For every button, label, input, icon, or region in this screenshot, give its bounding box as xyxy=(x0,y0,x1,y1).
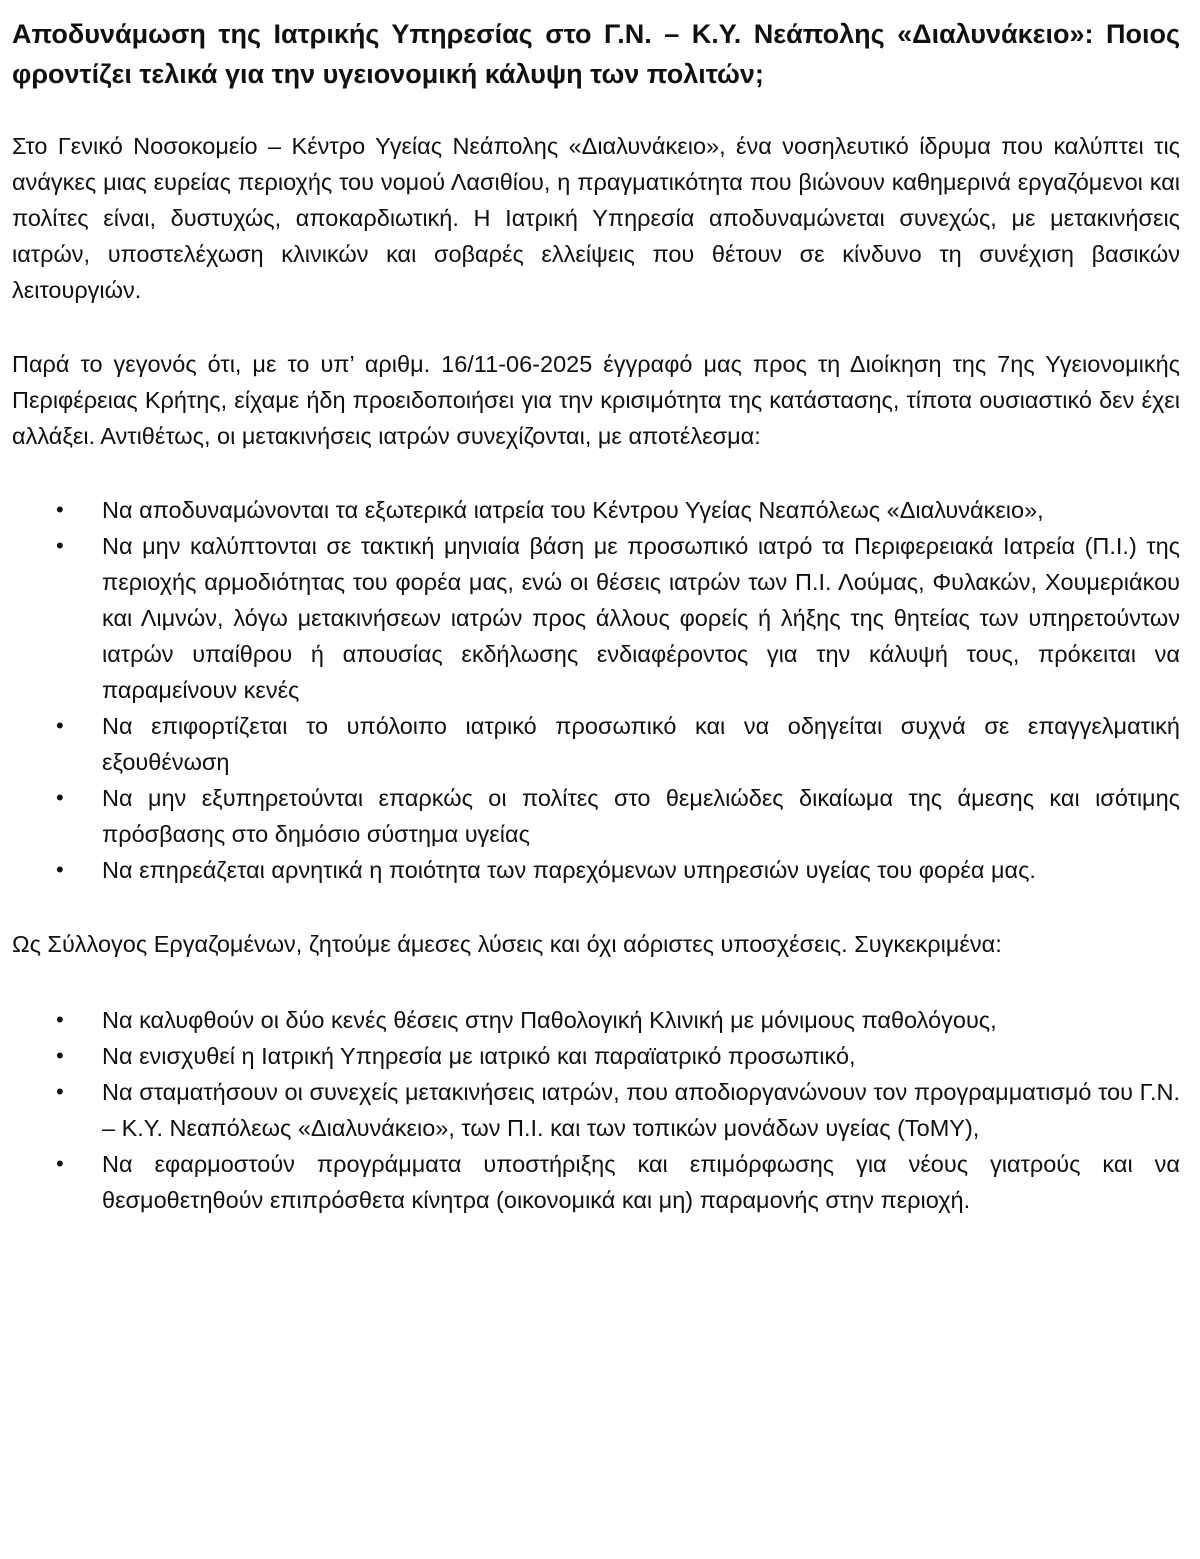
list-item-text: Να ενισχυθεί η Ιατρική Υπηρεσία με ιατρικό και παραϊατρικό προσωπικό, xyxy=(102,1043,856,1069)
bullet-icon: • xyxy=(56,1043,64,1068)
bullet-icon: • xyxy=(56,533,64,558)
list-item xyxy=(12,528,1180,708)
list-item xyxy=(12,852,1180,888)
bullet-icon: • xyxy=(56,497,64,522)
list-item xyxy=(12,708,1180,780)
intro-paragraph: Στο Γενικό Νοσοκομείο – Κέντρο Υγείας Νεάπολης «Διαλυνάκειο», ένα νοσηλευτικό ίδρυμα που καλύπτει τις ανάγκες μιας ευρείας περιοχής του νομού Λασιθίου, η πραγματικότητα που βιώνουν καθημερινά εργαζόμενοι και πολίτες είναι, δυστυχώς, αποκαρδιωτική. Η Ιατρική Υπηρεσία αποδυναμώνεται συνεχώς, με μετακινήσεις ιατρών, υποστελέχωση κλινικών και σοβαρές ελλείψεις που θέτουν σε κίνδυνο τη συνέχιση βασικών λειτουργιών. xyxy=(12,133,1180,303)
bullet-icon: • xyxy=(56,785,64,810)
warning-paragraph: Παρά το γεγονός ότι, με το υπ’ αριθμ. 16/11-06-2025 έγγραφό μας προς τη Διοίκηση της 7ης Υγειονομικής Περιφέρειας Κρήτης, είχαμε ήδη προειδοποιήσει για την κρισιμότητα της κατάστασης, τίποτα ουσιαστικό δεν έχει αλλάξει. Αντιθέτως, οι μετακινήσεις ιατρών συνεχίζονται, με αποτέλεσμα: xyxy=(12,351,1180,449)
consequences-list xyxy=(12,492,1180,888)
list-item-text: Να επιφορτίζεται το υπόλοιπο ιατρικό προσωπικό και να οδηγείται συχνά σε επαγγελματική εξουθένωση xyxy=(102,713,1180,775)
list-item xyxy=(12,1002,1180,1038)
list-item-text: Να σταματήσουν οι συνεχείς μετακινήσεις ιατρών, που αποδιοργανώνουν τον προγραμματισμό του Γ.Ν. – Κ.Υ. Νεαπόλεως «Διαλυνάκειο», των Π.Ι. και των τοπικών μονάδων υγείας (ΤοΜΥ), xyxy=(102,1079,1180,1141)
list-item xyxy=(12,1038,1180,1074)
list-item-text: Να εφαρμοστούν προγράμματα υποστήριξης και επιμόρφωσης για νέους γιατρούς και να θεσμοθετηθούν επιπρόσθετα κίνητρα (οικονομικά και μη) παραμονής στην περιοχή. xyxy=(102,1151,1180,1213)
document-title: Αποδυνάμωση της Ιατρικής Υπηρεσίας στο Γ.Ν. – Κ.Υ. Νεάπολης «Διαλυνάκειο»: Ποιος φροντίζει τελικά για την υγειονομική κάλυψη των πολιτών; xyxy=(12,19,1180,89)
list-item xyxy=(12,1074,1180,1146)
bullet-icon: • xyxy=(56,857,64,882)
bullet-icon: • xyxy=(56,1007,64,1032)
bullet-icon: • xyxy=(56,1151,64,1176)
demands-intro-paragraph: Ως Σύλλογος Εργαζομένων, ζητούμε άμεσες λύσεις και όχι αόριστες υποσχέσεις. Συγκεκριμένα: xyxy=(12,931,1002,957)
list-item-text: Να αποδυναμώνονται τα εξωτερικά ιατρεία του Κέντρου Υγείας Νεαπόλεως «Διαλυνάκειο», xyxy=(102,497,1044,523)
bullet-icon: • xyxy=(56,1079,64,1104)
demands-list xyxy=(12,1002,1180,1218)
list-item-text: Να μην εξυπηρετούνται επαρκώς οι πολίτες στο θεμελιώδες δικαίωμα της άμεσης και ισότιμης πρόσβασης στο δημόσιο σύστημα υγείας xyxy=(102,785,1180,847)
list-item-text: Να μην καλύπτονται σε τακτική μηνιαία βάση με προσωπικό ιατρό τα Περιφερειακά Ιατρεία (Π.Ι.) της περιοχής αρμοδιότητας του φορέα μας, ενώ οι θέσεις ιατρών των Π.Ι. Λούμας, Φυλακών, Χουμεριάκου και Λιμνών, λόγω μετακινήσεων ιατρών προς άλλους φορείς ή λήξης της θητείας των υπηρετούντων ιατρών υπαίθρου ή απουσίας εκδήλωσης ενδιαφέροντος για την κάλυψή τους, πρόκειται να παραμείνουν κενές xyxy=(102,533,1180,703)
list-item xyxy=(12,780,1180,852)
list-item-text: Να καλυφθούν οι δύο κενές θέσεις στην Παθολογική Κλινική με μόνιμους παθολόγους, xyxy=(102,1007,997,1033)
bullet-icon: • xyxy=(56,713,64,738)
list-item xyxy=(12,492,1180,528)
list-item-text: Να επηρεάζεται αρνητικά η ποιότητα των παρεχόμενων υπηρεσιών υγείας του φορέα μας. xyxy=(102,857,1036,883)
list-item xyxy=(12,1146,1180,1218)
